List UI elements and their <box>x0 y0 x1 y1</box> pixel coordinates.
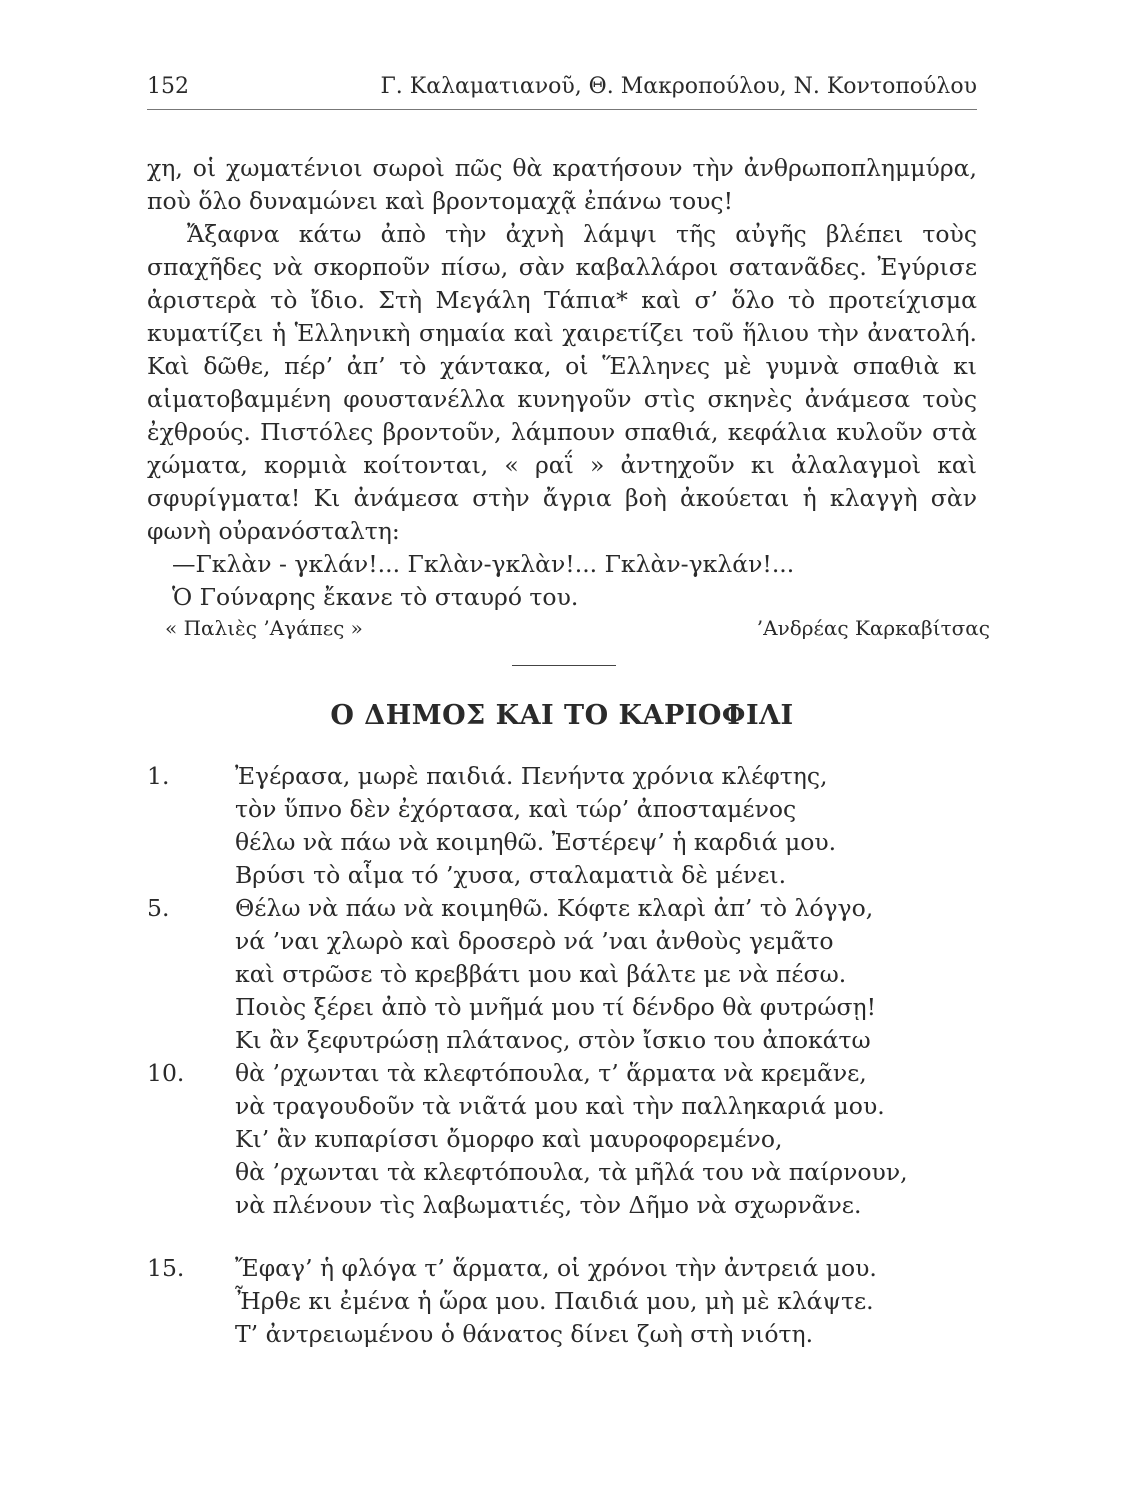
page-number: 152 <box>147 74 189 99</box>
prose-paragraph-dialog: —Γκλὰν - γκλάν!... Γκλὰν-γκλὰν!... Γκλὰν-γκλάν!... <box>172 550 795 578</box>
line-text: τὸν ὕπνο δὲν ἐχόρτασα, καὶ τώρ’ ἀποσταμένος <box>235 795 797 823</box>
poem-line <box>147 793 977 826</box>
line-number: 1. <box>147 762 170 790</box>
line-number: 5. <box>147 894 170 922</box>
line-number: 10. <box>147 1059 185 1087</box>
poem-line <box>147 892 977 925</box>
line-text: θὰ ’ρχωνται τὰ κλεφτόπουλα, τ’ ἅρματα νὰ κρεμᾶνε, <box>235 1059 867 1087</box>
line-text: θέλω νὰ πάω νὰ κοιμηθῶ. Ἐστέρεψ’ ἡ καρδιά μου. <box>235 828 837 856</box>
poem-line <box>147 1024 977 1057</box>
line-text: Ἔφαγ’ ἡ φλόγα τ’ ἅρματα, οἱ χρόνοι τὴν ἀντρειά μου. <box>235 1254 877 1282</box>
line-text: Ποιὸς ξέρει ἀπὸ τὸ μνῆμά μου τί δένδρο θὰ φυτρώσῃ! <box>235 993 877 1021</box>
prose-excerpt <box>147 152 977 614</box>
header-rule <box>147 109 977 110</box>
line-text: Κι’ ἂν κυπαρίσσι ὄμορφο καὶ μαυροφορεμένο, <box>235 1125 783 1153</box>
line-text: Τ’ ἀντρειωμένου ὁ θάνατος δίνει ζωὴ στὴ νιότη. <box>235 1320 814 1348</box>
line-text: Ἦρθε κι ἐμένα ἡ ὥρα μου. Παιδιά μου, μὴ μὲ κλάψτε. <box>235 1287 874 1315</box>
line-text: Ἐγέρασα, μωρὲ παιδιά. Πενήντα χρόνια κλέφτης, <box>235 762 828 790</box>
prose-paragraph-closing: Ὁ Γούναρης ἔκανε τὸ σταυρό του. <box>172 583 579 611</box>
poem-line <box>147 958 977 991</box>
line-text: Θέλω νὰ πάω νὰ κοιμηθῶ. Κόφτε κλαρὶ ἀπ’ τὸ λόγγο, <box>235 894 874 922</box>
running-head: Γ. Καλαματιανοῦ, Θ. Μακροπούλου, Ν. Κοντοπούλου <box>380 74 977 99</box>
line-text: Κι ἂν ξεφυτρώσῃ πλάτανος, στὸν ἴσκιο του ἀποκάτω <box>235 1026 871 1054</box>
poem-line <box>147 1252 977 1285</box>
line-text: νὰ τραγουδοῦν τὰ νιᾶτά μου καὶ τὴν παλληκαριά μου. <box>235 1092 885 1120</box>
poem-line <box>147 1123 977 1156</box>
poem-line <box>147 1318 977 1351</box>
poem-line <box>147 1189 977 1222</box>
line-text: καὶ στρῶσε τὸ κρεββάτι μου καὶ βάλτε με νὰ πέσω. <box>235 960 847 988</box>
poem-line <box>147 991 977 1024</box>
citation <box>165 616 990 644</box>
poem-line <box>147 1057 977 1090</box>
poem-line <box>147 1285 977 1318</box>
line-number: 15. <box>147 1254 185 1282</box>
poem-line <box>147 1156 977 1189</box>
line-text: θὰ ’ρχωνται τὰ κλεφτόπουλα, τὰ μῆλά του νὰ παίρνουν, <box>235 1158 908 1186</box>
poem-line <box>147 760 977 793</box>
poem-title: Ο ΔΗΜΟΣ ΚΑΙ ΤΟ ΚΑΡΙΟΦΙΛΙ <box>330 700 794 731</box>
prose-paragraph: Ἄξαφνα κάτω ἀπὸ τὴν ἀχνὴ λάμψι τῆς αὐγῆς βλέπει τοὺς σπαχῆδες νὰ σκορποῦν πίσω, σὰν καβαλλάροι σατανᾶδες. Ἐγύρισε ἀριστερὰ τὸ ἴδιο. Στὴ Μεγάλη Τάπια* καὶ σ’ ὅλο τὸ προτείχισμα κυματίζει ἡ Ἑλληνικὴ σημαία καὶ χαιρετίζει τοῦ ἥλιου τὴν ἀνατολή. Καὶ δῶθε, πέρ’ ἀπ’ τὸ χάντακα, οἱ Ἕλληνες μὲ γυμνὰ σπαθιὰ κι αἱματοβαμμένη φουστανέλλα κυνηγοῦν στὶς σκηνὲς ἀνάμεσα τοὺς ἐχθρούς. Πιστόλες βροντοῦν, λάμπουν σπαθιά, κεφάλια κυλοῦν στὰ χώματα, κορμιὰ κοίτονται, « ραΐ » ἀντηχοῦν κι ἀλαλαγμοὶ καὶ σφυρίγματα! Κι ἀνάμεσα στὴν ἄγρια βοὴ ἀκούεται ἡ κλαγγὴ σὰν φωνὴ οὐρανόσταλτη: <box>147 220 977 545</box>
stanza-gap <box>147 1222 977 1252</box>
line-text: νά ’ναι χλωρὸ καὶ δροσερὸ νά ’ναι ἀνθοὺς γεμᾶτο <box>235 927 834 955</box>
poem <box>147 760 977 1351</box>
poem-line <box>147 1090 977 1123</box>
citation-source: « Παλιὲς ’Αγάπες » <box>165 616 363 640</box>
prose-paragraph: χη, οἱ χωματένιοι σωροὶ πῶς θὰ κρατήσουν τὴν ἀνθρωποπλημμύρα, ποὺ ὅλο δυναμώνει καὶ βροντομαχᾷ ἐπάνω τους! <box>147 154 977 215</box>
line-text: νὰ πλένουν τὶς λαβωματιές, τὸν Δῆμο νὰ σχωρνᾶνε. <box>235 1191 862 1219</box>
poem-line <box>147 925 977 958</box>
citation-author: ’Ανδρέας Καρκαβίτσας <box>756 616 990 640</box>
poem-line <box>147 859 977 892</box>
line-text: Βρύσι τὸ αἷμα τό ’χυσα, σταλαματιὰ δὲ μένει. <box>235 861 787 889</box>
page-header <box>147 74 977 104</box>
poem-line <box>147 826 977 859</box>
section-divider <box>512 665 616 666</box>
